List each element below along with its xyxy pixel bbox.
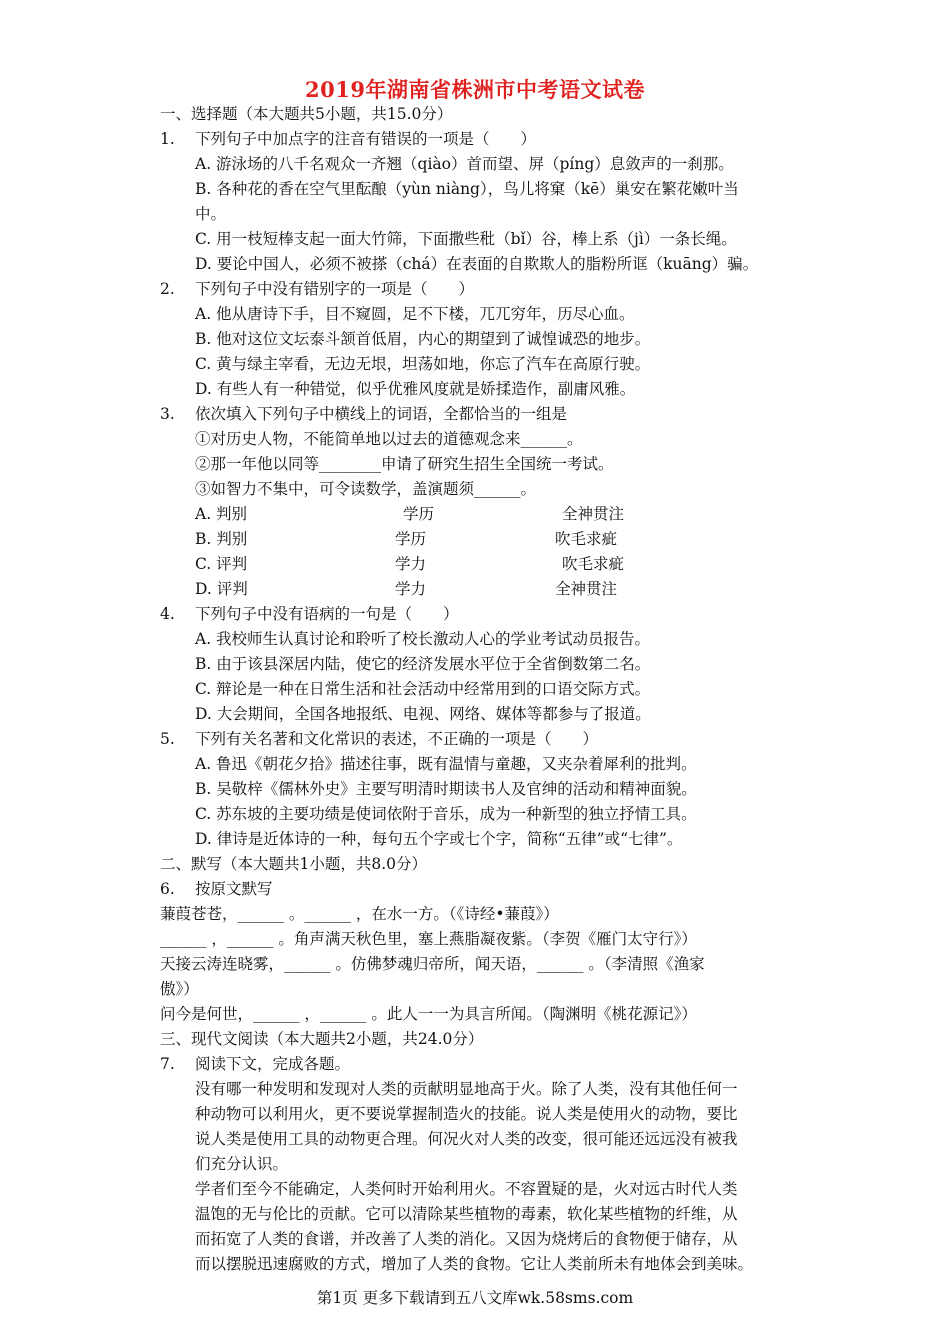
question-number: 3.: [160, 405, 175, 423]
page-title: 2019年湖南省株洲市中考语文试卷: [305, 77, 645, 102]
sentence-3: ③如智力不集中，可令读数学，盖演题须______。: [195, 480, 537, 498]
question-number: 7.: [160, 1055, 175, 1073]
section-heading-2: 二、默写（本大题共1小题，共8.0分）: [160, 855, 428, 873]
question-stem: 下列句子中没有语病的一句是（ ）: [195, 605, 459, 623]
question-stem: 下列有关名著和文化常识的表述，不正确的一项是（ ）: [195, 730, 599, 748]
option-c-word-1: C. 评判: [195, 555, 248, 573]
passage-line: 们充分认识。: [195, 1155, 289, 1173]
question-stem: 依次填入下列句子中横线上的词语，全都恰当的一组是: [195, 405, 568, 423]
passage-line: 种动物可以利用火，更不要说掌握制造火的技能。说人类是使用火的动物，要比: [195, 1105, 738, 1123]
option-a-word-1: A. 判别: [195, 505, 248, 523]
option-c: C. 辩论是一种在日常生活和社会活动中经常用到的口语交际方式。: [195, 680, 651, 698]
option-d: D. 要论中国人，必须不被搽（chá）在表面的自欺欺人的脂粉所诓（kuāng）骗。: [195, 255, 759, 273]
option-b-word-1: B. 判别: [195, 530, 248, 548]
question-number: 6.: [160, 880, 175, 898]
question-number: 2.: [160, 280, 175, 298]
option-b: B. 各种花的香在空气里酝酿（yùn niàng），鸟儿将窠（kē）巢安在繁花嫩叶当: [195, 180, 739, 198]
passage-line: 温饱的无与伦比的贡献。它可以清除某些植物的毒素，软化某些植物的纤维，从: [195, 1205, 738, 1223]
option-c: C. 用一枝短棒支起一面大竹筛，下面撒些秕（bǐ）谷，棒上系（jì）一条长绳。: [195, 230, 737, 248]
option-d-word-3: 全神贯注: [555, 580, 618, 598]
page-footer: 第1页 更多下载请到五八文库wk.58sms.com: [316, 1289, 634, 1307]
passage-line: 学者们至今不能确定，人类何时开始利用火。不容置疑的是，火对远古时代人类: [195, 1180, 738, 1198]
sentence-1: ①对历史人物，不能简单地以过去的道德观念来______。: [195, 430, 583, 448]
question-number: 5.: [160, 730, 175, 748]
passage-line: 说人类是使用工具的动物更合理。何况火对人类的改变，很可能还远远没有被我: [195, 1130, 738, 1148]
option-b: B. 他对这位文坛泰斗颔首低眉，内心的期望到了诚惶诚恐的地步。: [195, 330, 651, 348]
option-c-word-2: 学力: [395, 555, 427, 573]
passage-line: 而拓宽了人类的食谱，并改善了人类的消化。又因为烧烤后的食物便于储存，从: [195, 1230, 738, 1248]
option-a-word-2: 学历: [403, 505, 435, 523]
passage-line: 而以摆脱迅速腐败的方式，增加了人类的食物。它让人类前所未有地体会到美味。: [195, 1255, 754, 1273]
sentence-2: ②那一年他以同等________申请了研究生招生全国统一考试。: [195, 455, 614, 473]
option-c: C. 苏东坡的主要功绩是使词依附于音乐，成为一种新型的独立抒情工具。: [195, 805, 697, 823]
option-d: D. 律诗是近体诗的一种，每句五个字或七个字，简称“五律”或“七律”。: [195, 830, 683, 848]
question-number: 1.: [160, 130, 175, 148]
question-number: 4.: [160, 605, 175, 623]
option-d: D. 有些人有一种错觉，似乎优雅风度就是娇揉造作，副庸风雅。: [195, 380, 636, 398]
dictation-line-2: ______ ，______ 。角声满天秋色里，塞上燕脂凝夜紫。（李贺《雁门太守行》）: [160, 930, 697, 948]
option-d: D. 大会期间，全国各地报纸、电视、网络、媒体等都参与了报道。: [195, 705, 651, 723]
dictation-line-3: 天接云涛连晓雾，______ 。仿佛梦魂归帝所，闻天语，______ 。（李清照《渔家: [160, 955, 705, 973]
option-b: B. 吴敬梓《儒林外史》主要写明清时期读书人及官绅的活动和精神面貌。: [195, 780, 697, 798]
option-d-word-2: 学力: [395, 580, 427, 598]
option-a: A. 我校师生认真讨论和聆听了校长激动人心的学业考试动员报告。: [195, 630, 651, 648]
dictation-line-1: 蒹葭苍苍，______ 。______ ，在水一方。（《诗经•蒹葭》）: [160, 905, 559, 923]
section-heading-3: 三、现代文阅读（本大题共2小题，共24.0分）: [160, 1030, 484, 1048]
question-stem: 下列句子中加点字的注音有错误的一项是（ ）: [195, 130, 537, 148]
passage-line: 没有哪一种发明和发现对人类的贡献明显地高于火。除了人类，没有其他任何一: [195, 1080, 738, 1098]
option-b-continued: 中。: [195, 205, 227, 223]
question-stem: 按原文默写: [195, 880, 273, 898]
question-stem: 阅读下文，完成各题。: [195, 1055, 351, 1073]
option-d-word-1: D. 评判: [195, 580, 248, 598]
option-c-word-3: 吹毛求疵: [562, 555, 625, 573]
option-a: A. 鲁迅《朝花夕拾》描述往事，既有温情与童趣，又夹杂着犀利的批判。: [195, 755, 697, 773]
option-a: A. 游泳场的八千名观众一齐翘（qiào）首而望、屏（píng）息敛声的一刹那。: [195, 155, 734, 173]
option-c: C. 黄与绿主宰看，无边无垠，坦荡如地，你忘了汽车在高原行驶。: [195, 355, 651, 373]
option-b-word-2: 学历: [395, 530, 427, 548]
section-heading-1: 一、选择题（本大题共5小题，共15.0分）: [160, 105, 453, 123]
question-stem: 下列句子中没有错别字的一项是（ ）: [195, 280, 475, 298]
option-a: A. 他从唐诗下手，目不窥圆，足不下楼，兀兀穷年，历尽心血。: [195, 305, 635, 323]
dictation-line-4: 问今是何世，______ ，______ 。此人一一为具言所闻。（陶渊明《桃花源记》）: [160, 1005, 697, 1023]
option-a-word-3: 全神贯注: [562, 505, 625, 523]
option-b-word-3: 吹毛求疵: [555, 530, 618, 548]
option-b: B. 由于该县深居内陆，使它的经济发展水平位于全省倒数第二名。: [195, 655, 651, 673]
dictation-line-3-continued: 傲》）: [160, 980, 199, 998]
